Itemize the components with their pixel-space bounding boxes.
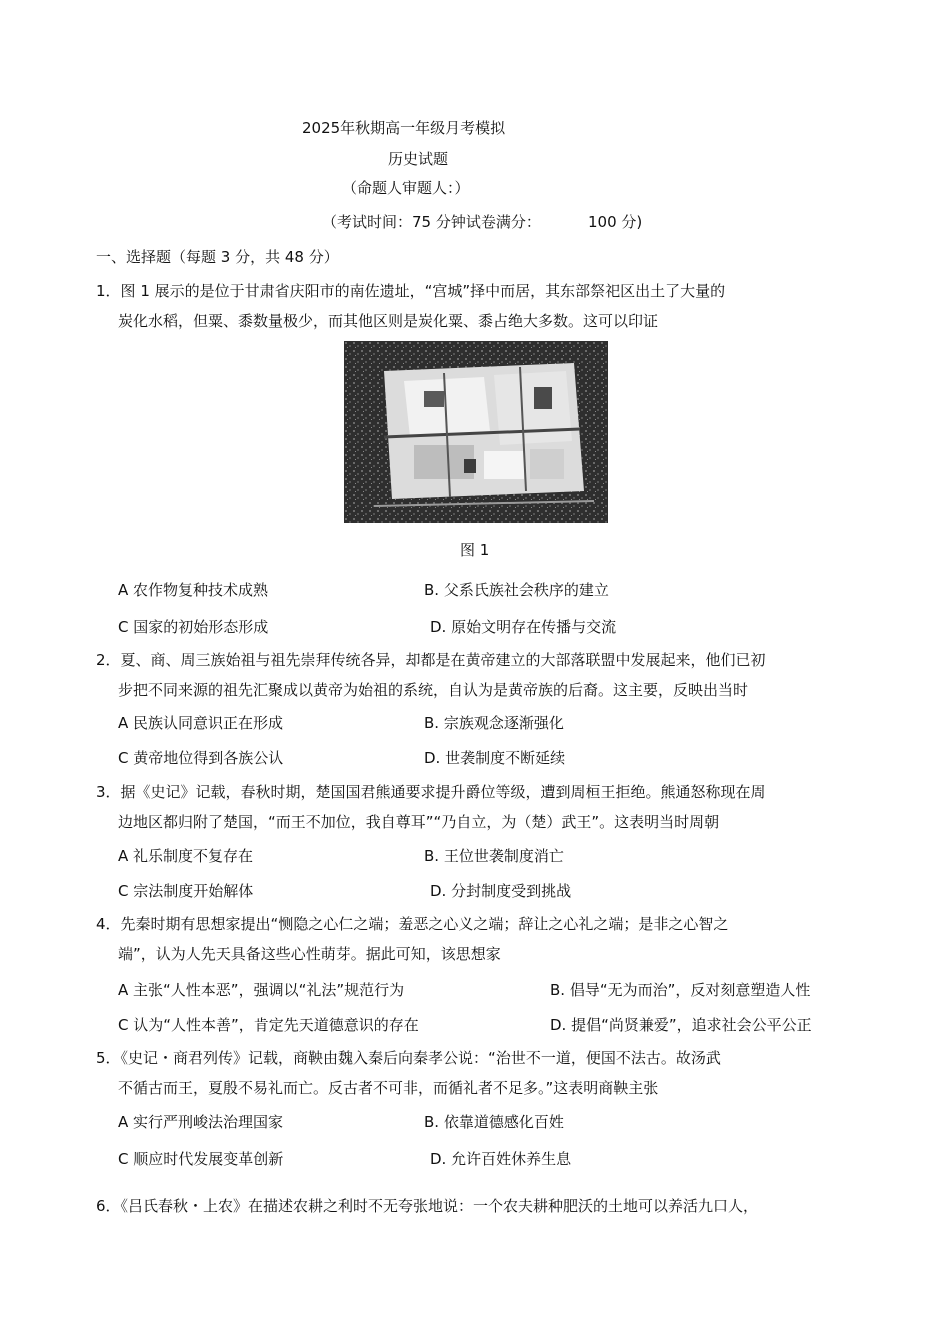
question-3: [96, 782, 766, 802]
question-2: [96, 650, 766, 670]
question-2-line-2: 步把不同来源的祖先汇聚成以黄帝为始祖的系统，自认为是黄帝族的后裔。这主要，反映出当时: [118, 681, 749, 699]
question-text: 《史记・商君列传》记载，商鞅由魏入秦后向秦孝公说：“治世不一道，便国不法古。故汤武: [120, 1049, 721, 1067]
section-title: 一、选择题（每题 3 分，共 48 分）: [96, 248, 339, 266]
q4-option-a: A 主张“人性本恶”，强调以“礼法”规范行为: [118, 981, 405, 999]
question-1: [96, 281, 725, 301]
q4-option-c: C 认为“人性本善”，肯定先天道德意识的存在: [118, 1016, 419, 1034]
q3-option-a: A 礼乐制度不复存在: [118, 847, 254, 865]
question-text: 夏、商、周三族始祖与祖先崇拜传统各异，却都是在黄帝建立的大部落联盟中发展起来，他们已初: [120, 651, 766, 669]
full-score: 100 分): [588, 213, 643, 231]
q2-option-b: B. 宗族观念逐渐强化: [424, 714, 564, 732]
site-map-figure: [344, 341, 608, 523]
q3-option-b: B. 王位世袭制度消亡: [424, 847, 564, 865]
site-map-image: [344, 341, 608, 523]
q5-option-d: D. 允许百姓休养生息: [430, 1150, 572, 1168]
question-text: 先秦时期有思想家提出“恻隐之心仁之端；羞恶之心义之端；辞让之心礼之端；是非之心智之: [120, 915, 729, 933]
question-text: 《吕氏春秋・上农》在描述农耕之利时不无夸张地说：一个农夫耕种肥沃的土地可以养活九口人，: [120, 1197, 759, 1215]
question-3-line-2: 边地区都归附了楚国，“而王不加位，我自尊耳”“乃自立，为（楚）武王”。这表明当时周朝: [118, 813, 720, 831]
q4-option-b: B. 倡导“无为而治”，反对刻意塑造人性: [550, 981, 811, 999]
question-4-line-2: 端”，认为人先天具备这些心性萌芽。据此可知，该思想家: [118, 945, 501, 963]
exam-subject: 历史试题: [388, 150, 449, 168]
question-number: 5．: [96, 1049, 121, 1067]
q2-option-d: D. 世袭制度不断延续: [424, 749, 566, 767]
question-4: [96, 914, 728, 934]
q1-option-a: A 农作物复种技术成熟: [118, 581, 269, 599]
q5-option-a: A 实行严刑峻法治理国家: [118, 1113, 284, 1131]
q3-option-d: D. 分封制度受到挑战: [430, 882, 572, 900]
q1-option-d: D. 原始文明存在传播与交流: [430, 618, 617, 636]
exam-info: （考试时间：75 分钟试卷满分：: [322, 213, 541, 231]
question-1-line-2: 炭化水稻，但粟、黍数量极少，而其他区则是炭化粟、黍占绝大多数。这可以印证: [118, 312, 659, 330]
question-text: 图 1 展示的是位于甘肃省庆阳市的南佐遗址，“宫城”择中而居，其东部祭祀区出土了大量的: [120, 282, 726, 300]
question-text: 据《史记》记载，春秋时期，楚国国君熊通要求提升爵位等级，遭到周桓王拒绝。熊通怒称现在周: [120, 783, 766, 801]
question-number: 3．: [96, 783, 121, 801]
question-6: [96, 1196, 758, 1216]
question-5: [96, 1048, 721, 1068]
q2-option-c: C 黄帝地位得到各族公认: [118, 749, 284, 767]
exam-title: 2025年秋期高一年级月考模拟: [302, 119, 506, 137]
q4-option-d: D. 提倡“尚贤兼爱”，追求社会公平公正: [550, 1016, 812, 1034]
question-number: 6．: [96, 1197, 121, 1215]
figure-caption: 图 1: [460, 541, 490, 559]
question-number: 1．: [96, 282, 121, 300]
q5-option-b: B. 依靠道德感化百姓: [424, 1113, 564, 1131]
question-5-line-2: 不循古而王，夏殷不易礼而亡。反古者不可非，而循礼者不足多。”这表明商鞅主张: [118, 1079, 659, 1097]
question-number: 4．: [96, 915, 121, 933]
q2-option-a: A 民族认同意识正在形成: [118, 714, 284, 732]
q5-option-c: C 顺应时代发展变革创新: [118, 1150, 284, 1168]
q3-option-c: C 宗法制度开始解体: [118, 882, 254, 900]
exam-authors: （命题人审题人：）: [342, 179, 470, 197]
q1-option-b: B. 父系氏族社会秩序的建立: [424, 581, 609, 599]
question-number: 2．: [96, 651, 121, 669]
q1-option-c: C 国家的初始形态形成: [118, 618, 269, 636]
